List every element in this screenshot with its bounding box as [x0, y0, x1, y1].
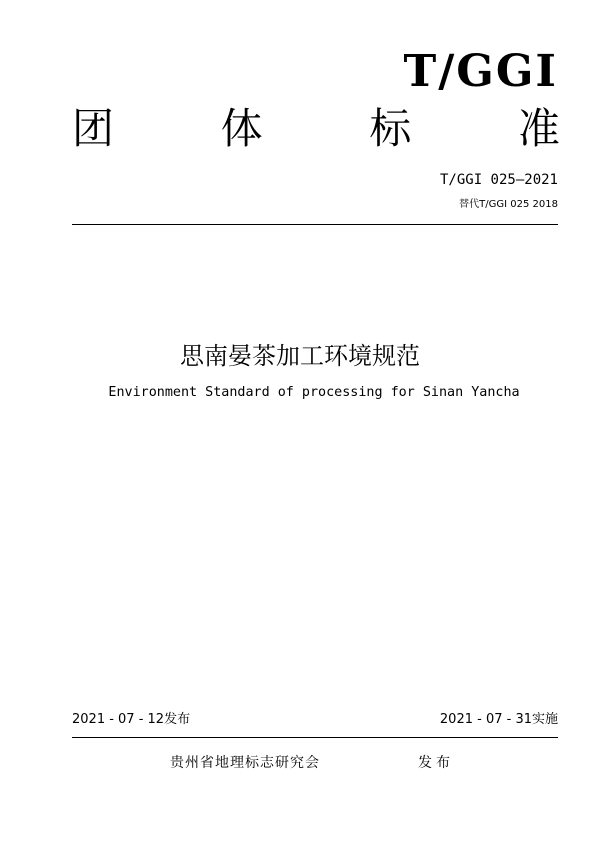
document-title-zh: 思南晏茶加工环境规范: [180, 342, 420, 370]
standard-type-char: 标: [369, 104, 412, 153]
top-divider: [72, 224, 558, 225]
standard-type-heading: [72, 104, 560, 153]
implementation-date: 2021 - 07 - 31实施: [439, 712, 558, 727]
replaces-standard: 替代T/GGI 025 2018: [459, 199, 558, 210]
standard-type-char: 体: [220, 104, 263, 153]
standard-type-char: 准: [517, 104, 560, 153]
bottom-divider: [72, 737, 558, 738]
publisher-name: 贵州省地理标志研究会: [170, 755, 320, 771]
standard-number: T/GGI 025—2021: [439, 172, 558, 188]
standard-type-char: 团: [72, 104, 115, 153]
document-title-en: Environment Standard of processing for Sinan Yancha: [108, 385, 520, 400]
issue-date: 2021 - 07 - 12发布: [72, 712, 191, 727]
standard-code-logo: T/GGI: [403, 46, 558, 97]
publish-label: 发布: [418, 755, 454, 771]
